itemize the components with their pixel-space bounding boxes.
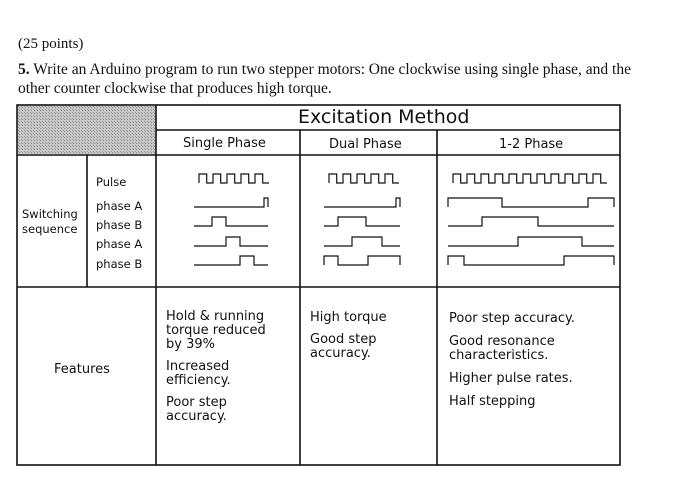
phase-wave [448,217,614,226]
col-single-phase: Single Phase [183,136,266,151]
phase-wave [324,256,400,265]
feature-item: Increased efficiency. [166,359,231,388]
question-text [18,60,658,98]
pulse-wave [329,174,399,183]
phase-wave [324,217,400,226]
signal-pulse: Pulse [96,175,127,189]
phase-wave [194,237,268,246]
question-number: 5. [18,61,30,78]
feature-item: High torque [310,310,387,325]
signal-phase-b-bar: phase B [96,257,143,271]
phase-wave [194,217,268,226]
features-1-2 [449,312,619,409]
phase-wave [324,237,400,246]
phase-wave [194,198,268,207]
question-points: (25 points) [18,36,84,52]
phase-wave [448,256,614,265]
col-1-2-phase: 1-2 Phase [499,137,564,152]
pulse-wave [453,174,607,183]
features-label: Features [54,362,110,377]
phase-wave [448,198,614,207]
features-single [166,310,298,424]
phase-wave [448,237,614,246]
features-dual [310,311,434,361]
signal-phase-a: phase A [96,199,143,213]
signal-phase-b: phase B [96,218,143,232]
phase-wave [324,198,400,207]
signal-phase-a-bar: phase A [96,237,143,251]
timing-diagrams [194,174,614,265]
feature-item: Higher pulse rates. [449,371,573,386]
table-grid [16,104,621,466]
phase-wave [194,256,268,265]
feature-item: Poor step accuracy. [449,311,575,326]
question-body: Write an Arduino program to run two stepper motors: One clockwise using single phase, and the other counter clockwise that produces high torque. [18,61,631,97]
feature-item: Good resonance characteristics. [449,334,555,363]
pulse-wave [199,174,269,183]
feature-item: Poor step accuracy. [166,395,227,424]
feature-item: Hold & running torque reduced by 39% [166,309,266,352]
excitation-table [16,104,621,466]
feature-item: Half stepping [449,394,536,409]
hatched-corner [18,106,156,154]
header-excitation-method: Excitation Method [298,106,470,128]
switching-label: Switching sequence [22,207,78,236]
feature-item: Good step accuracy. [310,332,377,361]
col-dual-phase: Dual Phase [329,137,402,152]
